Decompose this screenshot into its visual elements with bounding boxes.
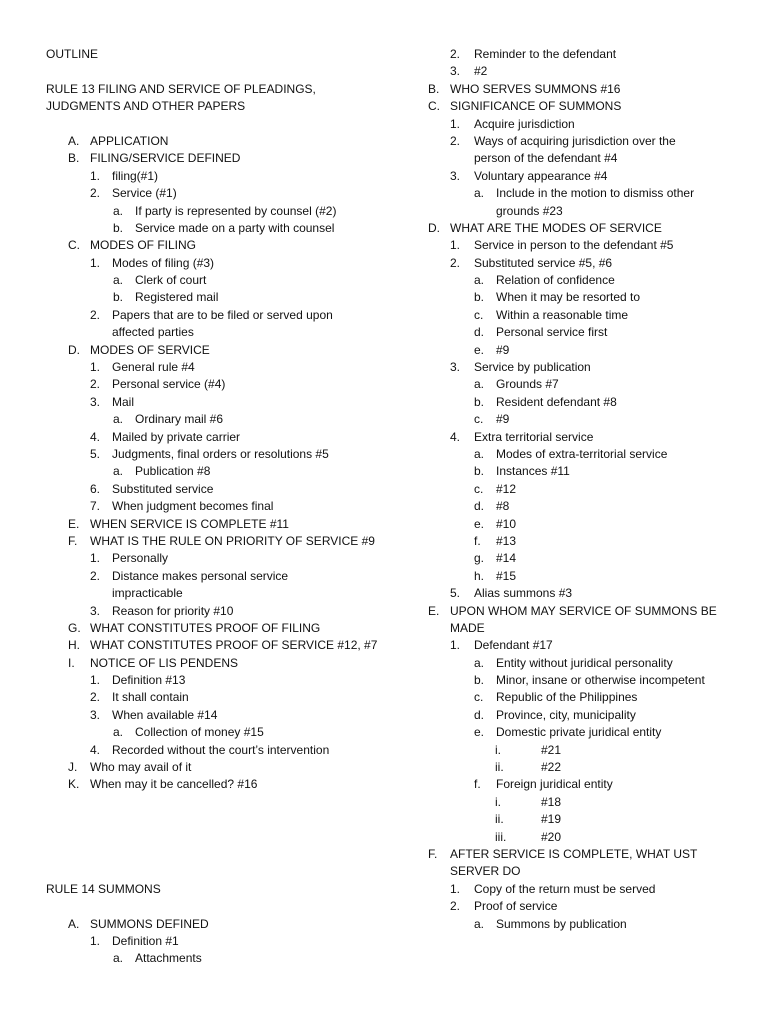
outline-text: WHAT CONSTITUTES PROOF OF FILING — [90, 620, 321, 635]
outline-text: Definition #1 — [112, 933, 179, 948]
outline-marker: A. — [68, 133, 80, 148]
outline-text: person of the defendant #4 — [474, 151, 618, 166]
outline-text: MODES OF SERVICE — [90, 342, 210, 357]
outline-item — [428, 742, 748, 759]
outline-item — [428, 116, 748, 133]
outline-marker: 2. — [90, 186, 101, 201]
outline-text: Within a reasonable time — [496, 307, 629, 322]
outline-item — [46, 620, 396, 637]
heading — [46, 98, 396, 115]
outline-marker: b. — [474, 394, 485, 409]
outline-text: NOTICE OF LIS PENDENS — [90, 655, 239, 670]
outline-text: Service in person to the defendant #5 — [474, 238, 674, 253]
outline-item — [428, 846, 748, 863]
outline-marker: C. — [428, 99, 440, 114]
outline-marker: 1. — [450, 638, 461, 653]
outline-item — [46, 568, 396, 585]
outline-marker: b. — [474, 673, 485, 688]
outline-marker: 4. — [450, 429, 461, 444]
outline-marker: H. — [68, 638, 80, 653]
outline-marker: e. — [474, 725, 485, 740]
outline-item — [428, 533, 748, 550]
outline-text: Attachments — [135, 951, 202, 966]
outline-marker: ii. — [495, 760, 504, 775]
outline-marker: a. — [113, 203, 124, 218]
right-column — [428, 46, 748, 933]
outline-item — [428, 272, 748, 289]
blank-line — [46, 811, 396, 828]
outline-marker: c. — [474, 412, 484, 427]
outline-item — [46, 429, 396, 446]
outline-item — [46, 237, 396, 254]
outline-item — [428, 98, 748, 115]
outline-text: Voluntary appearance #4 — [474, 168, 608, 183]
outline-text: affected parties — [112, 325, 194, 340]
outline-item — [46, 133, 396, 150]
outline-marker: 1. — [90, 360, 101, 375]
outline-text: Mailed by private carrier — [112, 429, 241, 444]
outline-text: Copy of the return must be served — [474, 881, 656, 896]
left-column — [46, 46, 396, 968]
heading — [46, 46, 396, 63]
outline-text: OUTLINE — [46, 47, 99, 61]
outline-text: Reason for priority #10 — [112, 603, 234, 618]
outline-item — [428, 672, 748, 689]
outline-item — [428, 585, 748, 602]
outline-text: #15 — [496, 568, 517, 583]
outline-marker: 3. — [90, 707, 101, 722]
outline-item — [428, 237, 748, 254]
outline-text: Summons by publication — [496, 916, 627, 931]
outline-text: UPON WHOM MAY SERVICE OF SUMMONS BE — [450, 603, 717, 618]
outline-text: APPLICATION — [90, 133, 169, 148]
outline-item — [46, 533, 396, 550]
outline-text: Mail — [112, 394, 135, 409]
outline-item — [428, 46, 748, 63]
outline-text: #21 — [541, 742, 562, 757]
outline-text: FILING/SERVICE DEFINED — [90, 151, 241, 166]
outline-marker: i. — [495, 742, 501, 757]
outline-marker: B. — [428, 81, 440, 96]
outline-item — [46, 516, 396, 533]
outline-item — [46, 289, 396, 306]
outline-marker: 1. — [450, 116, 461, 131]
outline-marker: c. — [474, 307, 484, 322]
outline-marker: 3. — [450, 64, 461, 79]
outline-text: SUMMONS DEFINED — [90, 916, 209, 931]
outline-text: Who may avail of it — [90, 760, 192, 775]
outline-item — [46, 411, 396, 428]
outline-text: WHAT IS THE RULE ON PRIORITY OF SERVICE #9 — [90, 533, 375, 548]
outline-item — [428, 376, 748, 393]
outline-marker: 1. — [90, 673, 101, 688]
outline-marker: A. — [68, 916, 80, 931]
outline-text: General rule #4 — [112, 360, 195, 375]
outline-item — [428, 794, 748, 811]
outline-marker: B. — [68, 151, 80, 166]
outline-text: #12 — [496, 481, 517, 496]
outline-item — [46, 203, 396, 220]
outline-item — [428, 203, 748, 220]
outline-item — [428, 498, 748, 515]
outline-text: Substituted service — [112, 481, 214, 496]
outline-marker: 7. — [90, 499, 101, 514]
outline-marker: a. — [113, 464, 124, 479]
outline-marker: a. — [474, 446, 485, 461]
outline-item — [428, 620, 748, 637]
outline-text: Personally — [112, 551, 169, 566]
outline-text: Substituted service #5, #6 — [474, 255, 613, 270]
outline-marker: F. — [68, 533, 78, 548]
outline-item — [428, 342, 748, 359]
outline-item — [428, 411, 748, 428]
outline-text: #8 — [496, 499, 510, 514]
outline-item — [46, 933, 396, 950]
outline-text: #9 — [496, 412, 510, 427]
outline-marker: a. — [474, 916, 485, 931]
outline-marker: 3. — [450, 360, 461, 375]
outline-marker: 3. — [450, 168, 461, 183]
outline-item — [46, 916, 396, 933]
outline-marker: c. — [474, 481, 484, 496]
outline-marker: a. — [113, 412, 124, 427]
outline-item — [428, 307, 748, 324]
outline-text: RULE 14 SUMMONS — [46, 881, 161, 896]
heading — [46, 81, 396, 98]
outline-item — [428, 185, 748, 202]
outline-text: JUDGMENTS AND OTHER PAPERS — [46, 99, 246, 114]
outline-marker: 3. — [90, 603, 101, 618]
outline-text: RULE 13 FILING AND SERVICE OF PLEADINGS, — [46, 81, 316, 96]
outline-marker: b. — [113, 220, 124, 235]
outline-item — [428, 516, 748, 533]
outline-item — [428, 881, 748, 898]
blank-line — [46, 863, 396, 880]
outline-marker: C. — [68, 238, 80, 253]
outline-text: Resident defendant #8 — [496, 394, 617, 409]
outline-text: Service by publication — [474, 360, 591, 375]
outline-text: Papers that are to be filed or served upon — [112, 307, 333, 322]
outline-text: Acquire jurisdiction — [474, 116, 575, 131]
outline-text: If party is represented by counsel (#2) — [135, 203, 337, 218]
outline-item — [428, 463, 748, 480]
outline-item — [428, 776, 748, 793]
outline-text: Collection of money #15 — [135, 725, 264, 740]
outline-text: Foreign juridical entity — [496, 777, 613, 792]
outline-item — [428, 637, 748, 654]
outline-item — [428, 916, 748, 933]
outline-item — [46, 255, 396, 272]
outline-marker: a. — [474, 655, 485, 670]
outline-item — [428, 446, 748, 463]
outline-item — [428, 759, 748, 776]
outline-item — [46, 463, 396, 480]
outline-item — [428, 220, 748, 237]
outline-text: Domestic private juridical entity — [496, 725, 662, 740]
outline-item — [428, 481, 748, 498]
outline-item — [46, 168, 396, 185]
outline-item — [46, 359, 396, 376]
outline-text: Personal service (#4) — [112, 377, 226, 392]
outline-text: Province, city, municipality — [496, 707, 636, 722]
outline-text: #18 — [541, 794, 562, 809]
outline-text: When available #14 — [112, 707, 218, 722]
outline-marker: 3. — [90, 394, 101, 409]
outline-marker: 1. — [90, 551, 101, 566]
outline-text: Republic of the Philippines — [496, 690, 638, 705]
outline-item — [428, 133, 748, 150]
outline-text: Service made on a party with counsel — [135, 220, 335, 235]
outline-text: When may it be cancelled? #16 — [90, 777, 258, 792]
outline-text: Include in the motion to dismiss other — [496, 186, 695, 201]
outline-item — [428, 429, 748, 446]
outline-text: Grounds #7 — [496, 377, 559, 392]
outline-item — [46, 220, 396, 237]
outline-marker: d. — [474, 499, 485, 514]
outline-marker: 4. — [90, 429, 101, 444]
outline-text: Instances #11 — [496, 464, 570, 479]
outline-marker: 2. — [90, 690, 101, 705]
outline-text: Service (#1) — [112, 186, 177, 201]
outline-marker: 1. — [450, 881, 461, 896]
outline-text: When it may be resorted to — [496, 290, 641, 305]
outline-item — [428, 829, 748, 846]
outline-item — [428, 568, 748, 585]
outline-item — [46, 446, 396, 463]
outline-item — [46, 376, 396, 393]
outline-text: Defendant #17 — [474, 638, 553, 653]
outline-marker: a. — [474, 186, 485, 201]
outline-text: #14 — [496, 551, 517, 566]
blank-line — [46, 794, 396, 811]
outline-item — [46, 950, 396, 967]
outline-text: #13 — [496, 533, 517, 548]
outline-text: Modes of filing (#3) — [112, 255, 215, 270]
outline-text: Relation of confidence — [496, 273, 615, 288]
outline-marker: K. — [68, 777, 80, 792]
outline-text: Ordinary mail #6 — [135, 412, 224, 427]
blank-line — [46, 829, 396, 846]
outline-item — [46, 603, 396, 620]
outline-text: impracticable — [112, 586, 183, 601]
outline-text: WHO SERVES SUMMONS #16 — [450, 81, 621, 96]
outline-marker: D. — [68, 342, 80, 357]
outline-item — [428, 81, 748, 98]
outline-item — [46, 655, 396, 672]
outline-item — [428, 603, 748, 620]
outline-marker: 1. — [450, 238, 461, 253]
outline-item — [46, 272, 396, 289]
outline-marker: a. — [474, 273, 485, 288]
outline-marker: D. — [428, 220, 440, 235]
outline-marker: E. — [428, 603, 440, 618]
outline-item — [428, 324, 748, 341]
outline-marker: a. — [113, 725, 124, 740]
outline-marker: 5. — [90, 446, 101, 461]
outline-item — [46, 307, 396, 324]
outline-text: Modes of extra-territorial service — [496, 446, 668, 461]
outline-marker: 2. — [450, 47, 461, 61]
outline-marker: i. — [495, 794, 501, 809]
outline-text: #10 — [496, 516, 517, 531]
outline-text: Minor, insane or otherwise incompetent — [496, 673, 705, 688]
outline-item — [428, 289, 748, 306]
outline-marker: 2. — [90, 307, 101, 322]
outline-marker: h. — [474, 568, 485, 583]
outline-text: MODES OF FILING — [90, 238, 197, 253]
outline-marker: f. — [474, 777, 481, 792]
outline-marker: d. — [474, 325, 485, 340]
outline-text: Extra territorial service — [474, 429, 594, 444]
outline-item — [46, 707, 396, 724]
blank-line — [46, 846, 396, 863]
outline-marker: b. — [113, 290, 124, 305]
outline-item — [428, 689, 748, 706]
outline-item — [428, 168, 748, 185]
outline-marker: c. — [474, 690, 484, 705]
outline-text: #9 — [496, 342, 510, 357]
outline-marker: a. — [474, 377, 485, 392]
outline-text: Proof of service — [474, 899, 558, 914]
outline-marker: a. — [113, 273, 124, 288]
outline-item — [46, 585, 396, 602]
outline-marker: 2. — [90, 568, 101, 583]
outline-item — [428, 811, 748, 828]
outline-item — [428, 394, 748, 411]
outline-text: Clerk of court — [135, 273, 207, 288]
outline-text: WHEN SERVICE IS COMPLETE #11 — [90, 516, 289, 531]
outline-marker: 1. — [90, 255, 101, 270]
outline-text: Entity without juridical personality — [496, 655, 673, 670]
outline-text: When judgment becomes final — [112, 499, 274, 514]
outline-text: filing(#1) — [112, 168, 159, 183]
outline-item — [428, 255, 748, 272]
outline-item — [46, 776, 396, 793]
outline-item — [428, 724, 748, 741]
outline-marker: iii. — [495, 829, 507, 844]
heading — [46, 881, 396, 898]
blank-line — [46, 63, 396, 80]
outline-item — [46, 185, 396, 202]
outline-item — [428, 863, 748, 880]
outline-item — [46, 150, 396, 167]
outline-item — [46, 481, 396, 498]
outline-text: WHAT CONSTITUTES PROOF OF SERVICE #12, #7 — [90, 638, 378, 653]
blank-line — [46, 116, 396, 133]
outline-item — [428, 898, 748, 915]
outline-marker: F. — [428, 846, 438, 861]
outline-marker: 4. — [90, 742, 101, 757]
outline-text: Alias summons #3 — [474, 586, 573, 601]
outline-text: Registered mail — [135, 290, 219, 305]
outline-item — [428, 655, 748, 672]
outline-text: #20 — [541, 829, 562, 844]
outline-marker: e. — [474, 342, 485, 357]
outline-text: SIGNIFICANCE OF SUMMONS — [450, 99, 622, 114]
outline-text: Publication #8 — [135, 464, 211, 479]
outline-item — [46, 394, 396, 411]
outline-text: Personal service first — [496, 325, 608, 340]
outline-text: #22 — [541, 760, 562, 775]
outline-marker: 1. — [90, 168, 101, 183]
blank-line — [46, 898, 396, 915]
outline-marker: 2. — [450, 133, 461, 148]
outline-text: Recorded without the court’s intervention — [112, 742, 330, 757]
outline-marker: d. — [474, 707, 485, 722]
outline-text: Distance makes personal service — [112, 568, 289, 583]
outline-text: Reminder to the defendant — [474, 47, 617, 61]
outline-text: Ways of acquiring jurisdiction over the — [474, 133, 676, 148]
outline-item — [46, 759, 396, 776]
outline-marker: e. — [474, 516, 485, 531]
outline-item — [428, 550, 748, 567]
outline-item — [46, 672, 396, 689]
outline-marker: b. — [474, 464, 485, 479]
outline-item — [46, 689, 396, 706]
outline-text: MADE — [450, 620, 485, 635]
outline-marker: G. — [68, 620, 81, 635]
outline-item — [46, 637, 396, 654]
outline-text: AFTER SERVICE IS COMPLETE, WHAT UST — [450, 846, 698, 861]
outline-item — [428, 63, 748, 80]
outline-item — [46, 324, 396, 341]
outline-text: #2 — [474, 64, 488, 79]
outline-text: SERVER DO — [450, 864, 521, 879]
outline-text: grounds #23 — [496, 203, 563, 218]
outline-item — [428, 150, 748, 167]
outline-item — [46, 724, 396, 741]
outline-item — [46, 742, 396, 759]
outline-marker: 6. — [90, 481, 101, 496]
outline-marker: 2. — [90, 377, 101, 392]
outline-item — [46, 550, 396, 567]
outline-marker: I. — [68, 655, 75, 670]
outline-text: WHAT ARE THE MODES OF SERVICE — [450, 220, 662, 235]
outline-marker: a. — [113, 951, 124, 966]
outline-text: Judgments, final orders or resolutions #5 — [112, 446, 329, 461]
outline-item — [46, 342, 396, 359]
outline-marker: f. — [474, 533, 481, 548]
outline-item — [428, 359, 748, 376]
outline-marker: 5. — [450, 586, 461, 601]
outline-marker: J. — [68, 760, 78, 775]
outline-marker: 1. — [90, 933, 101, 948]
outline-item — [428, 707, 748, 724]
outline-item — [46, 498, 396, 515]
outline-marker: ii. — [495, 812, 504, 827]
outline-marker: E. — [68, 516, 80, 531]
outline-marker: 2. — [450, 255, 461, 270]
outline-marker: g. — [474, 551, 485, 566]
outline-marker: 2. — [450, 899, 461, 914]
outline-text: #19 — [541, 812, 562, 827]
outline-text: It shall contain — [112, 690, 189, 705]
outline-text: Definition #13 — [112, 673, 186, 688]
outline-marker: b. — [474, 290, 485, 305]
